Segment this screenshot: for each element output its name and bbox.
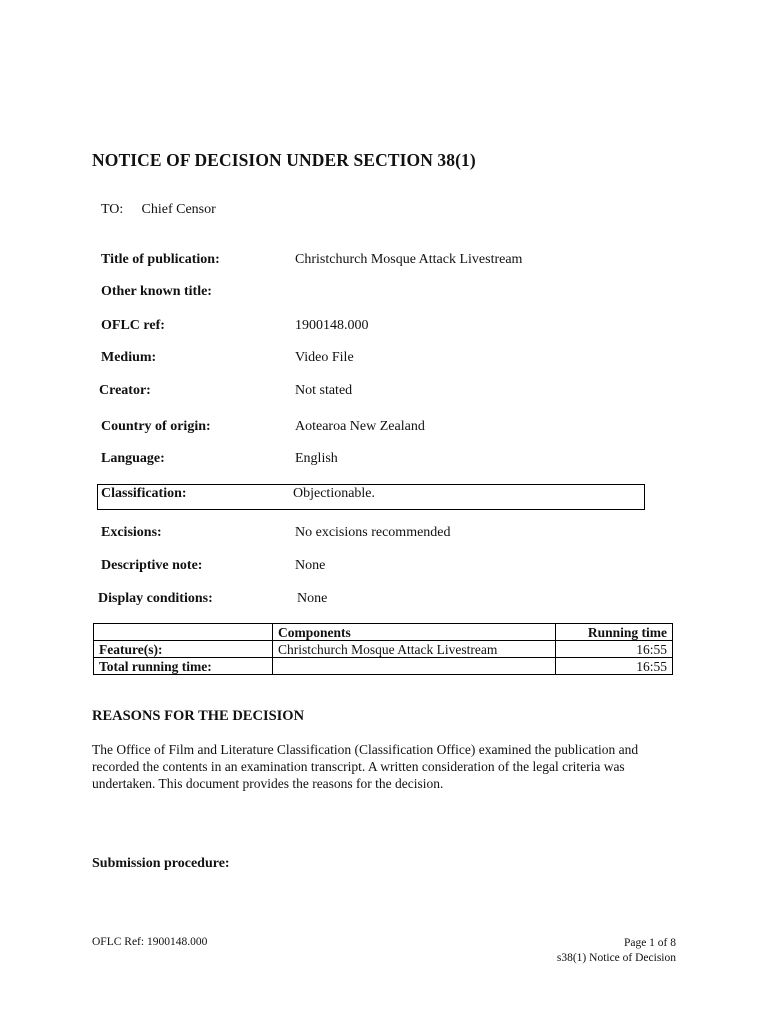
language-value: English: [295, 451, 338, 466]
creator-value: Not stated: [295, 383, 353, 398]
submission-procedure-heading: Submission procedure:: [92, 856, 230, 871]
table-header-components: Components: [273, 624, 556, 641]
display-conditions-value: None: [297, 591, 328, 606]
excisions-value: No excisions recommended: [295, 525, 451, 540]
oflc-ref-value: 1900148.000: [295, 318, 369, 333]
title-of-publication-label: Title of publication:: [101, 252, 220, 267]
classification-label: Classification:: [101, 486, 187, 501]
reasons-heading: REASONS FOR THE DECISION: [92, 708, 305, 724]
footer-page-number: Page 1 of 8: [623, 937, 676, 949]
classification-value: Objectionable.: [293, 486, 376, 501]
footer-right: [557, 936, 676, 966]
table-cell-running-time: 16:55: [556, 658, 673, 675]
language-label: Language:: [101, 451, 165, 466]
country-of-origin-label: Country of origin:: [101, 419, 211, 434]
table-row: [94, 658, 673, 675]
to-line: [101, 202, 216, 218]
footer-document-name: s38(1) Notice of Decision: [556, 952, 676, 964]
classification-box: [97, 484, 645, 510]
table-cell-running-time: 16:55: [556, 641, 673, 658]
excisions-label: Excisions:: [101, 525, 162, 540]
descriptive-note-value: None: [295, 558, 326, 573]
footer-oflc-ref: OFLC Ref: 1900148.000: [92, 936, 208, 948]
table-cell-component: Christchurch Mosque Attack Livestream: [273, 641, 556, 658]
reasons-paragraph: The Office of Film and Literature Classification (Classification Office) examined the publication and recorded the contents in an examination transcript. A written consideration of the legal criteria was undertaken. This document provides the reasons for the decision.: [92, 742, 639, 791]
creator-label: Creator:: [99, 383, 151, 398]
table-cell-component: [273, 658, 556, 675]
medium-label: Medium:: [101, 350, 157, 365]
display-conditions-label: Display conditions:: [98, 591, 213, 606]
medium-value: Video File: [295, 350, 354, 365]
table-header-running-time: Running time: [556, 624, 673, 641]
table-row: [94, 641, 673, 658]
title-of-publication-value: Christchurch Mosque Attack Livestream: [295, 252, 523, 267]
components-table: [93, 623, 673, 675]
table-header-row: [94, 624, 673, 641]
table-cell-label: Feature(s):: [94, 641, 273, 658]
document-title: NOTICE OF DECISION UNDER SECTION 38(1): [92, 150, 476, 170]
descriptive-note-label: Descriptive note:: [101, 558, 203, 573]
to-value: Chief Censor: [141, 202, 216, 217]
table-cell-label: Total running time:: [94, 658, 273, 675]
table-header-cell: [94, 624, 273, 641]
country-of-origin-value: Aotearoa New Zealand: [295, 419, 425, 434]
other-known-title-label: Other known title:: [101, 284, 212, 299]
oflc-ref-label: OFLC ref:: [101, 318, 165, 333]
to-label: TO:: [101, 202, 124, 217]
